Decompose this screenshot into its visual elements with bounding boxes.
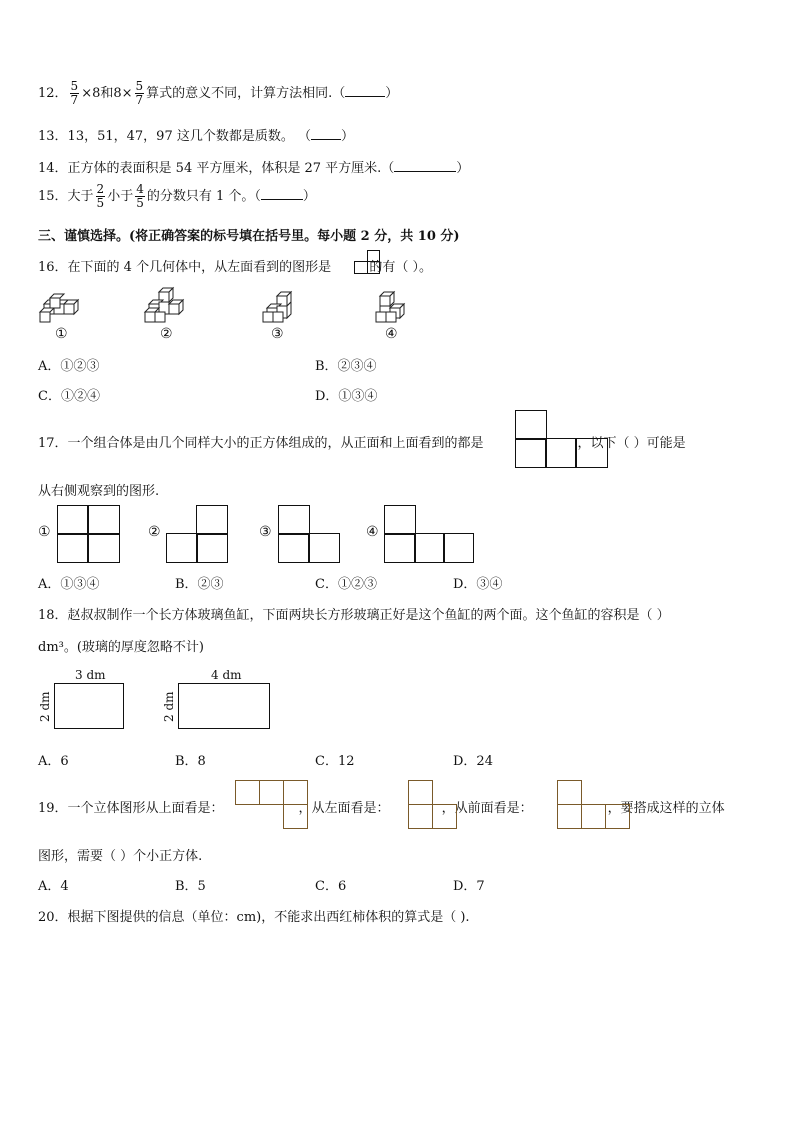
glass-panel-1 <box>54 683 124 729</box>
figure-label: ② <box>160 326 173 342</box>
figure-label: ④ <box>366 524 379 540</box>
question-15: 15．大于 $\frac{2}{5}$ 小于 $\frac{4}{5}$ 的分数只有 1 个。（ ） <box>38 182 316 210</box>
fraction: $\frac{5}{7}$ <box>70 79 79 107</box>
option-c[interactable]: C．①②④ <box>38 389 100 404</box>
answer-blank[interactable] <box>345 86 385 97</box>
question-18: 18．赵叔叔制作一个长方体玻璃鱼缸，下面两块长方形玻璃正好是这个鱼缸的两个面。这个鱼缸的容积是（ ） <box>38 608 670 623</box>
question-18-continued: dm³。(玻璃的厚度忽略不计) <box>38 640 205 655</box>
height-label: 2 dm <box>38 691 52 722</box>
answer-blank[interactable] <box>311 129 341 140</box>
question-13: 13．13，51，47，97 这几个数都是质数。 （ ） <box>38 129 354 144</box>
option-c[interactable]: C．12 <box>315 754 355 769</box>
figure-label: ④ <box>385 326 398 342</box>
option-b[interactable]: B．8 <box>175 754 206 769</box>
glass-panel-2 <box>178 683 270 729</box>
option-c[interactable]: C．6 <box>315 879 347 894</box>
figure-label: ③ <box>259 524 272 540</box>
right-view-option-2 <box>166 505 228 563</box>
height-label: 2 dm <box>162 691 176 722</box>
right-view-option-4 <box>384 505 474 563</box>
solid-figure-1 <box>38 290 86 324</box>
fraction: $\frac{5}{7}$ <box>135 79 144 107</box>
option-a[interactable]: A．6 <box>38 754 69 769</box>
left-view-figure <box>408 780 458 828</box>
option-b[interactable]: B．②③ <box>175 577 224 592</box>
question-14: 14．正方体的表面积是 54 平方厘米，体积是 27 平方厘米.（ ） <box>38 161 470 176</box>
option-a[interactable]: A．4 <box>38 879 69 894</box>
option-d[interactable]: D．①③④ <box>315 389 378 404</box>
figure-label: ① <box>55 326 68 342</box>
option-d[interactable]: D．③④ <box>453 577 503 592</box>
question-16: 16．在下面的 4 个几何体中，从左面看到的图形是 的有（ ）。 <box>38 260 432 275</box>
question-12: 12． $\frac{5}{7}$ ×8和8× $\frac{5}{7}$ 算式的意义不同，计算方法相同.（ ） <box>38 79 399 107</box>
question-20: 20．根据下图提供的信息（单位：cm)，不能求出西红柿体积的算式是（ ). <box>38 910 470 925</box>
question-19: 19．一个立体图形从上面看是： ，从左面看是： ，从前面看是： ，要搭成这样的立体 <box>38 801 725 816</box>
width-label: 3 dm <box>75 668 106 682</box>
option-a[interactable]: A．①②③ <box>38 359 100 374</box>
option-a[interactable]: A．①③④ <box>38 577 100 592</box>
option-d[interactable]: D．7 <box>453 879 485 894</box>
question-19-continued: 图形，需要（ ）个小正方体. <box>38 849 203 864</box>
figure-label: ① <box>38 524 51 540</box>
figure-label: ② <box>148 524 161 540</box>
top-view-figure <box>235 780 309 828</box>
front-view-figure <box>557 780 631 828</box>
left-view-figure <box>354 250 380 274</box>
figure-label: ③ <box>271 326 284 342</box>
fraction: $\frac{4}{5}$ <box>136 182 144 210</box>
option-c[interactable]: C．①②③ <box>315 577 377 592</box>
right-view-option-1 <box>57 505 120 563</box>
option-d[interactable]: D．24 <box>453 754 493 769</box>
question-17-continued: 从右侧观察到的图形. <box>38 484 160 499</box>
solid-figure-2 <box>143 286 193 324</box>
solid-figure-4 <box>374 290 418 324</box>
question-17: 17．一个组合体是由几个同样大小的正方体组成的，从正面和上面看到的都是 ，以下（ ）可能是 <box>38 436 686 451</box>
section-heading: 三、谨慎选择。(将正确答案的标号填在括号里。每小题 2 分，共 10 分) <box>38 229 460 244</box>
solid-figure-3 <box>259 290 303 324</box>
fraction: $\frac{2}{5}$ <box>96 182 105 210</box>
option-b[interactable]: B．5 <box>175 879 206 894</box>
answer-blank[interactable] <box>394 161 456 172</box>
right-view-option-3 <box>278 505 340 563</box>
width-label: 4 dm <box>211 668 242 682</box>
answer-blank[interactable] <box>261 189 303 200</box>
front-top-view-figure <box>515 410 608 468</box>
option-b[interactable]: B．②③④ <box>315 359 377 374</box>
